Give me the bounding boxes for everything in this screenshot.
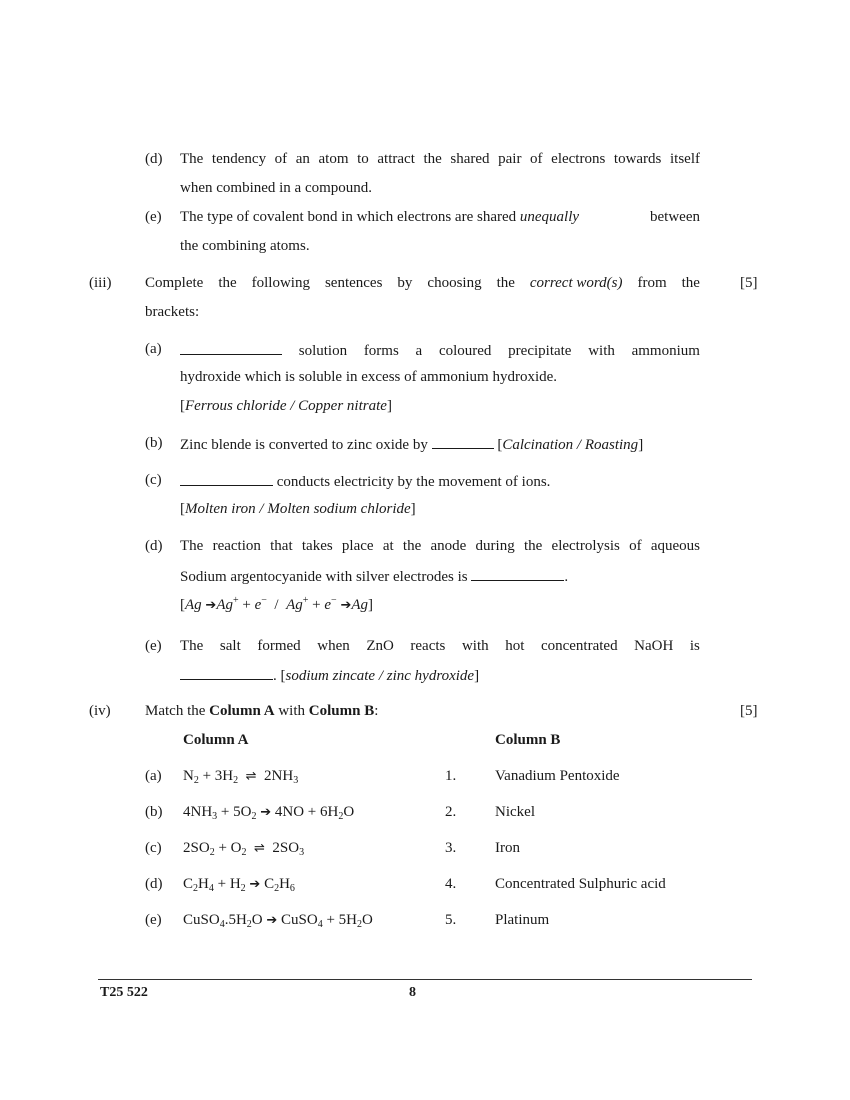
match-row-label: (e): [145, 912, 162, 928]
column-a-header: Column A: [183, 732, 249, 748]
match-row-number: 2.: [445, 804, 457, 820]
item-ii-e-line2: the combining atoms.: [180, 238, 310, 254]
match-row-number: 5.: [445, 912, 457, 928]
item-iii-a-line1: solution forms a coloured precipitate with ammonium: [180, 341, 700, 360]
match-row-label: (a): [145, 768, 162, 784]
question-iii-intro: Complete the following sentences by choosing the correct word(s) from the: [145, 275, 700, 291]
page-number: 8: [409, 985, 416, 1000]
match-row-column-b: Vanadium Pentoxide: [495, 768, 620, 784]
question-iv-intro: Match the Column A with Column B:: [145, 703, 379, 719]
match-row-label: (c): [145, 840, 162, 856]
item-iii-d-label: (d): [145, 538, 163, 554]
item-iii-e-label: (e): [145, 638, 162, 654]
question-iv-marks: [5]: [740, 703, 758, 719]
match-row-number: 1.: [445, 768, 457, 784]
match-row-column-a: $N_2 + 3H_2$ ⇌ $2NH_3$: [183, 768, 299, 786]
column-b-header: Column B: [495, 732, 561, 748]
match-row-column-a: $CuSO_4.5H_2O$ ➔ CuSO$_4$ + $5H_2O$: [183, 912, 373, 930]
answer-blank: [180, 666, 273, 680]
item-iii-a-line2: hydroxide which is soluble in excess of ammonium hydroxide.: [180, 369, 558, 385]
answer-blank: [471, 567, 564, 581]
match-row-number: 3.: [445, 840, 457, 856]
match-row-column-b: Nickel: [495, 804, 535, 820]
item-iii-d-options: [Ag ➔Ag+ + e− / Ag+ + e− ➔Ag]: [180, 595, 374, 613]
item-iii-d-line2: Sodium argentocyanide with silver electrodes is .: [180, 569, 569, 585]
item-iii-a-label: (a): [145, 341, 162, 357]
match-row-column-a: $4NH_3 + 5O_2$ ➔ $4NO + 6H_2O$: [183, 804, 355, 822]
item-iii-c-line: conducts electricity by the movement of ions.: [180, 472, 550, 491]
item-iii-e-line1: The salt formed when ZnO reacts with hot concentrated NaOH is: [180, 638, 700, 654]
item-ii-e-line1: The type of covalent bond in which electrons are shared unequally between: [180, 209, 700, 225]
match-row-number: 4.: [445, 876, 457, 892]
item-iii-d-line1: The reaction that takes place at the anode during the electrolysis of aqueous: [180, 538, 700, 554]
item-iii-b-line: Zinc blende is converted to zinc oxide by [Calcination / Roasting]: [180, 437, 644, 453]
question-iii-intro-line2: brackets:: [145, 304, 200, 320]
item-ii-d-line1: The tendency of an atom to attract the shared pair of electrons towards itself: [180, 151, 700, 167]
item-iii-e-line2: . [sodium zincate / zinc hydroxide]: [180, 666, 479, 685]
paper-code: T25 522: [100, 985, 148, 1000]
item-ii-d-line2: when combined in a compound.: [180, 180, 373, 196]
footer-divider: [98, 979, 752, 980]
answer-blank: [180, 472, 273, 486]
question-iv-label: (iv): [89, 703, 111, 719]
match-row-column-b: Concentrated Sulphuric acid: [495, 876, 666, 892]
item-iii-c-label: (c): [145, 472, 162, 488]
match-row-column-b: Iron: [495, 840, 520, 856]
item-ii-e-label: (e): [145, 209, 162, 225]
answer-blank: [180, 341, 282, 355]
match-row-label: (d): [145, 876, 163, 892]
item-iii-a-options: [Ferrous chloride / Copper nitrate]: [180, 398, 392, 414]
item-ii-d-label: (d): [145, 151, 163, 167]
question-iii-label: (iii): [89, 275, 112, 291]
answer-blank: [432, 435, 494, 449]
match-row-column-a: $2SO_2 + O_2$ ⇌ $2SO_3$: [183, 840, 305, 858]
match-row-column-b: Platinum: [495, 912, 550, 928]
question-iii-marks: [5]: [740, 275, 758, 291]
match-row-column-a: $C_2H_4 + H_2$ ➔ $C_2H_6$: [183, 876, 295, 894]
match-row-label: (b): [145, 804, 163, 820]
item-iii-c-options: [Molten iron / Molten sodium chloride]: [180, 501, 416, 517]
item-iii-b-label: (b): [145, 435, 163, 451]
